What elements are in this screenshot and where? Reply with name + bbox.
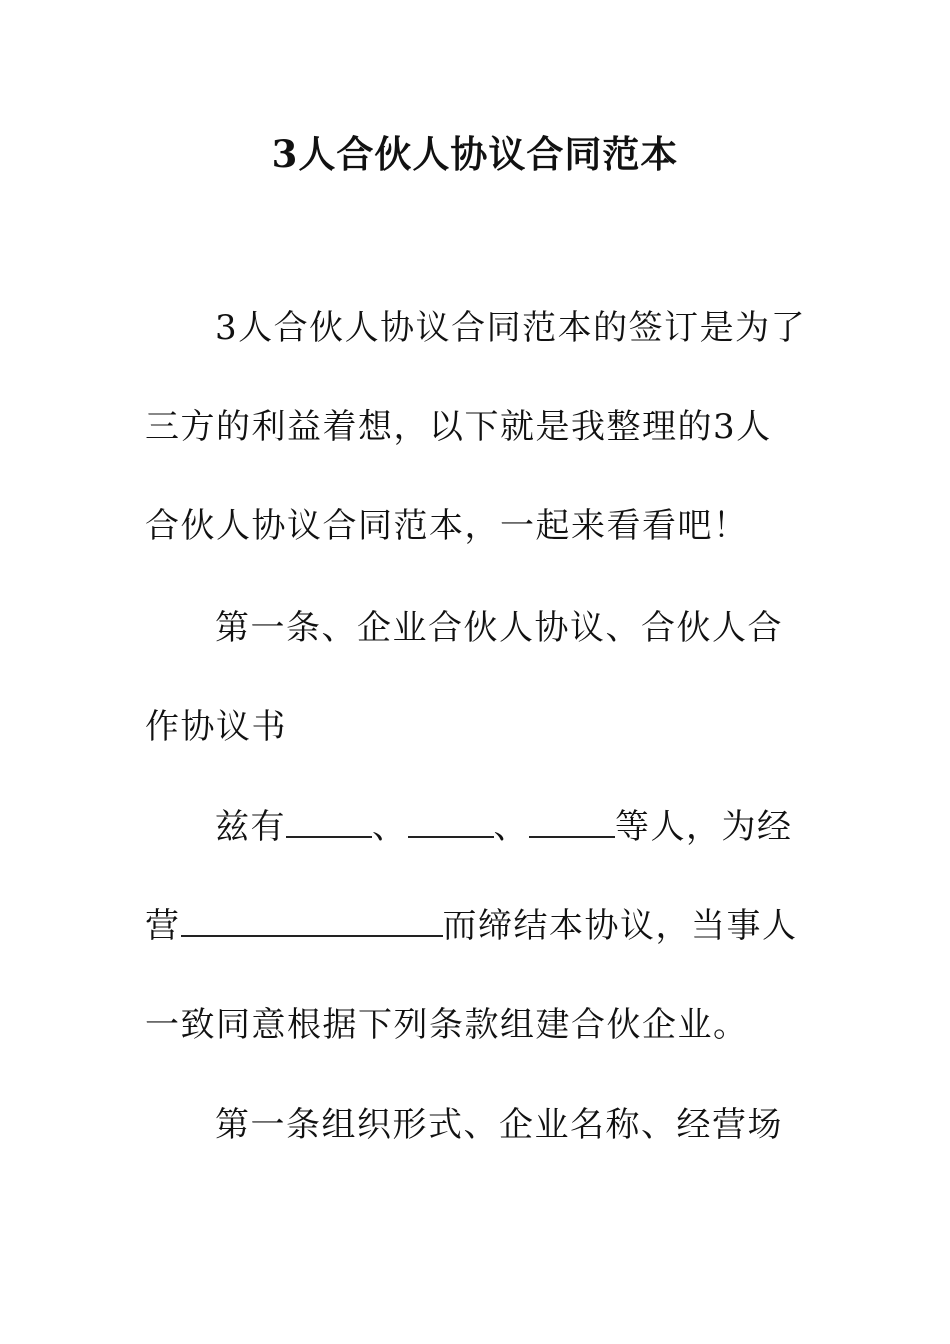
article-heading-line: 第一条、企业合伙人协议、合伙人合 (215, 608, 783, 648)
blank-partner-2[interactable] (408, 804, 494, 838)
fill-suffix: 而缔结本协议，当事人 (442, 906, 798, 946)
document-title: 3人合伙人协议合同范本 (271, 132, 679, 176)
blank-partner-1[interactable] (286, 804, 372, 838)
fill-prefix: 营 (145, 906, 181, 946)
fill-in-line (215, 802, 793, 852)
fill-in-line (145, 901, 798, 951)
blank-business-scope[interactable] (181, 903, 443, 937)
article-heading-line: 作协议书 (145, 707, 287, 747)
paragraph-line: 3人合伙人协议合同范本的签订是为了 (215, 308, 807, 348)
paragraph-line: 合伙人协议合同范本，一起来看看吧！ (145, 506, 749, 546)
blank-partner-3[interactable] (529, 804, 615, 838)
article-heading-line: 第一条组织形式、企业名称、经营场 (215, 1105, 783, 1145)
fill-prefix: 兹有 (215, 807, 286, 847)
separator: 、 (493, 807, 529, 847)
paragraph-line: 一致同意根据下列条款组建合伙企业。 (145, 1005, 749, 1045)
fill-suffix: 等人，为经 (615, 807, 793, 847)
paragraph-line: 三方的利益着想，以下就是我整理的3人 (145, 407, 772, 447)
separator: 、 (372, 807, 408, 847)
